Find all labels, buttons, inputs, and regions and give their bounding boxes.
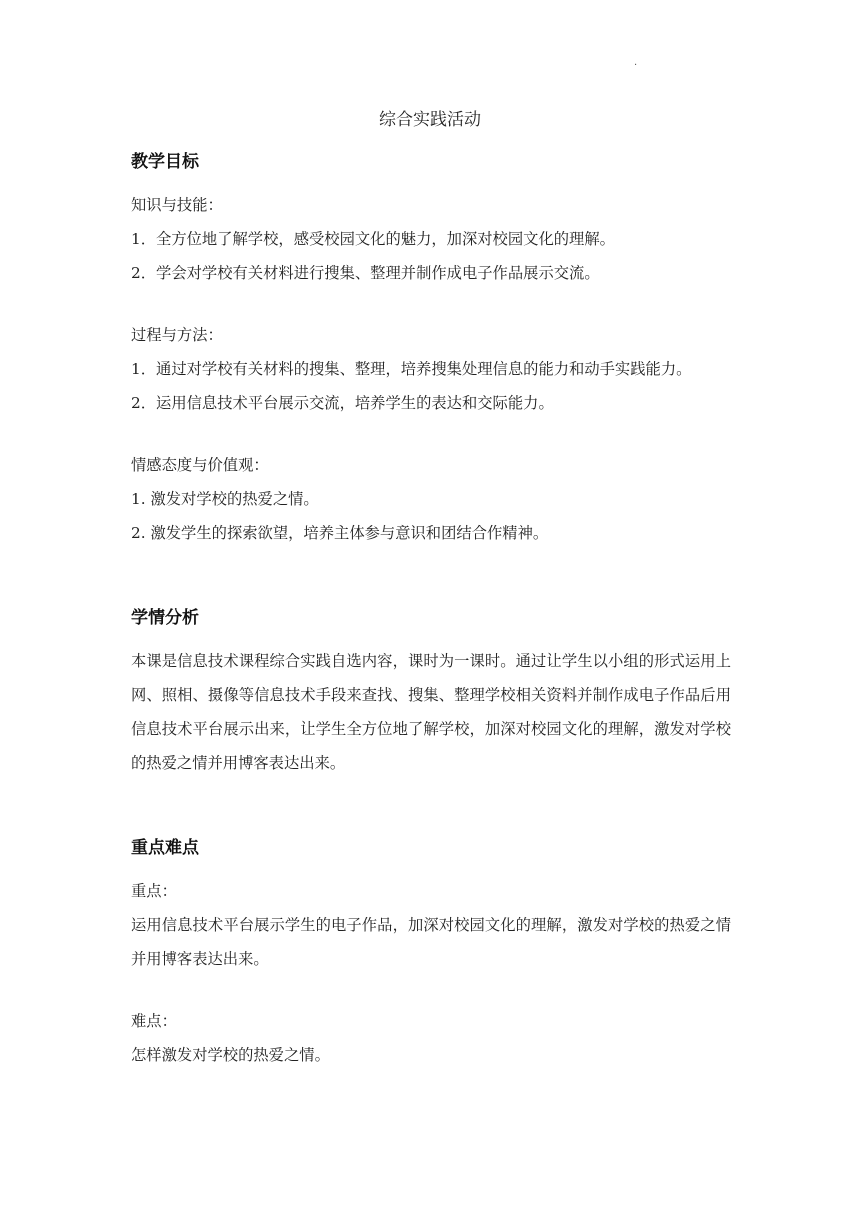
key-text: 运用信息技术平台展示学生的电子作品，加深对校园文化的理解，激发对学校的热爱之情并用博客表达出来。 — [131, 916, 731, 968]
section-analysis — [131, 606, 731, 780]
emotion-item-1: 1. 激发对学校的热爱之情。 — [131, 490, 319, 508]
section-heading-key-points: 重点难点 — [131, 838, 199, 858]
process-label: 过程与方法： — [131, 326, 223, 344]
emotion-label: 情感态度与价值观： — [131, 456, 269, 474]
difficulty-label: 难点： — [131, 1012, 177, 1030]
process-item-1: 1．通过对学校有关材料的搜集、整理，培养搜集处理信息的能力和动手实践能力。 — [131, 360, 692, 378]
analysis-text: 本课是信息技术课程综合实践自选内容，课时为一课时。通过让学生以小组的形式运用上网、照相、摄像等信息技术手段来查找、搜集、整理学校相关资料并制作成电子作品后用信息技术平台展示出来，让学生全方位地了解学校，加深对校园文化的理解，激发对学校的热爱之情并用博客表达出来。 — [131, 652, 731, 772]
process-item-2: 2．运用信息技术平台展示交流，培养学生的表达和交际能力。 — [131, 394, 554, 412]
difficulty-text: 怎样激发对学校的热爱之情。 — [131, 1046, 330, 1064]
spacer — [131, 976, 731, 1004]
spacer — [131, 420, 731, 448]
section-heading-analysis: 学情分析 — [131, 608, 199, 628]
document-title: 综合实践活动 — [379, 110, 481, 130]
section-key-points — [131, 836, 731, 1072]
knowledge-item-1: 1．全方位地了解学校，感受校园文化的魅力，加深对校园文化的理解。 — [131, 230, 615, 248]
spacer — [131, 290, 731, 318]
section-heading-objectives: 教学目标 — [131, 152, 199, 172]
knowledge-item-2: 2．学会对学校有关材料进行搜集、整理并制作成电子作品展示交流。 — [131, 264, 600, 282]
document-content — [131, 150, 731, 1072]
knowledge-label: 知识与技能： — [131, 196, 223, 214]
emotion-item-2: 2. 激发学生的探索欲望，培养主体参与意识和团结合作精神。 — [131, 524, 549, 542]
key-label: 重点： — [131, 882, 177, 900]
section-objectives — [131, 150, 731, 550]
header-mark: . — [634, 57, 638, 68]
